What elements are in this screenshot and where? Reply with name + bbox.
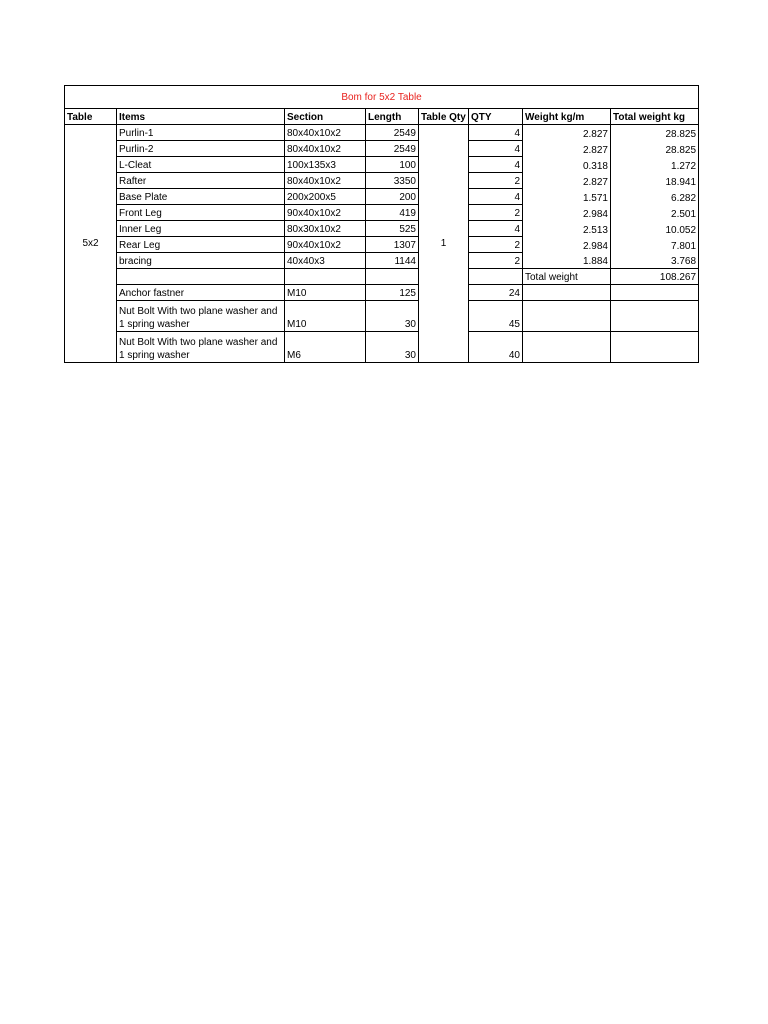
length-cell: 100 [366, 157, 419, 173]
item-cell: bracing [117, 253, 285, 269]
table-row [65, 237, 699, 253]
weight-cell: 2.984 [523, 205, 611, 221]
empty-cell [366, 269, 419, 285]
hardware-row [65, 332, 699, 363]
title-row [65, 86, 699, 109]
empty-cell [611, 285, 699, 301]
table-row [65, 141, 699, 157]
length-cell: 125 [366, 285, 419, 301]
total-cell: 10.052 [611, 221, 699, 237]
weight-cell: 0.318 [523, 157, 611, 173]
item-cell: Nut Bolt With two plane washer and 1 spring washer [117, 332, 285, 363]
header-weight-per-m: Weight kg/m [523, 109, 611, 125]
qty-cell: 4 [469, 141, 523, 157]
length-cell: 419 [366, 205, 419, 221]
section-cell: M10 [285, 301, 366, 332]
weight-cell: 1.571 [523, 189, 611, 205]
length-cell: 3350 [366, 173, 419, 189]
item-cell: L-Cleat [117, 157, 285, 173]
table-row [65, 189, 699, 205]
item-cell: Anchor fastner [117, 285, 285, 301]
qty-cell: 2 [469, 253, 523, 269]
table-row [65, 125, 699, 141]
weight-cell: 2.827 [523, 141, 611, 157]
header-table-qty: Table Qty [419, 109, 469, 125]
header-table: Table [65, 109, 117, 125]
total-cell: 1.272 [611, 157, 699, 173]
section-cell: 200x200x5 [285, 189, 366, 205]
weight-cell: 2.827 [523, 173, 611, 189]
qty-cell: 24 [469, 285, 523, 301]
item-cell: Purlin-1 [117, 125, 285, 141]
section-cell: 90x40x10x2 [285, 237, 366, 253]
header-length: Length [366, 109, 419, 125]
bom-table [64, 85, 699, 363]
section-cell: 40x40x3 [285, 253, 366, 269]
empty-cell [117, 269, 285, 285]
empty-cell [523, 332, 611, 363]
table-name-cell: 5x2 [65, 125, 117, 363]
qty-cell: 4 [469, 157, 523, 173]
empty-cell [285, 269, 366, 285]
total-cell: 7.801 [611, 237, 699, 253]
empty-cell [523, 285, 611, 301]
qty-cell: 2 [469, 173, 523, 189]
qty-cell: 4 [469, 189, 523, 205]
qty-cell: 2 [469, 237, 523, 253]
table-row [65, 157, 699, 173]
empty-cell [523, 301, 611, 332]
length-cell: 2549 [366, 141, 419, 157]
table-title: Bom for 5x2 Table [65, 86, 699, 109]
section-cell: M6 [285, 332, 366, 363]
item-cell: Front Leg [117, 205, 285, 221]
total-cell: 28.825 [611, 125, 699, 141]
qty-cell: 40 [469, 332, 523, 363]
length-cell: 1307 [366, 237, 419, 253]
section-cell: 90x40x10x2 [285, 205, 366, 221]
section-cell: 80x40x10x2 [285, 141, 366, 157]
length-cell: 200 [366, 189, 419, 205]
section-cell: 80x30x10x2 [285, 221, 366, 237]
total-cell: 18.941 [611, 173, 699, 189]
qty-cell: 2 [469, 205, 523, 221]
empty-cell [611, 301, 699, 332]
qty-cell: 4 [469, 125, 523, 141]
hardware-row [65, 301, 699, 332]
section-cell: 80x40x10x2 [285, 125, 366, 141]
total-cell: 3.768 [611, 253, 699, 269]
table-row [65, 173, 699, 189]
qty-cell: 4 [469, 221, 523, 237]
weight-cell: 2.984 [523, 237, 611, 253]
total-cell: 2.501 [611, 205, 699, 221]
header-items: Items [117, 109, 285, 125]
total-weight-row [65, 269, 699, 285]
item-cell: Nut Bolt With two plane washer and 1 spring washer [117, 301, 285, 332]
item-cell: Purlin-2 [117, 141, 285, 157]
header-qty: QTY [469, 109, 523, 125]
weight-cell: 1.884 [523, 253, 611, 269]
length-cell: 2549 [366, 125, 419, 141]
table-row [65, 205, 699, 221]
item-cell: Rafter [117, 173, 285, 189]
section-cell: M10 [285, 285, 366, 301]
section-cell: 80x40x10x2 [285, 173, 366, 189]
total-weight-label: Total weight [523, 269, 611, 285]
item-cell: Base Plate [117, 189, 285, 205]
empty-cell [469, 269, 523, 285]
header-section: Section [285, 109, 366, 125]
weight-cell: 2.513 [523, 221, 611, 237]
length-cell: 30 [366, 301, 419, 332]
length-cell: 30 [366, 332, 419, 363]
length-cell: 525 [366, 221, 419, 237]
empty-cell [611, 332, 699, 363]
header-total-weight: Total weight kg [611, 109, 699, 125]
total-cell: 6.282 [611, 189, 699, 205]
table-qty-cell: 1 [419, 125, 469, 363]
qty-cell: 45 [469, 301, 523, 332]
total-weight-value: 108.267 [611, 269, 699, 285]
item-cell: Inner Leg [117, 221, 285, 237]
hardware-row [65, 285, 699, 301]
table-row [65, 253, 699, 269]
total-cell: 28.825 [611, 141, 699, 157]
header-row [65, 109, 699, 125]
item-cell: Rear Leg [117, 237, 285, 253]
weight-cell: 2.827 [523, 125, 611, 141]
section-cell: 100x135x3 [285, 157, 366, 173]
length-cell: 1144 [366, 253, 419, 269]
table-row [65, 221, 699, 237]
